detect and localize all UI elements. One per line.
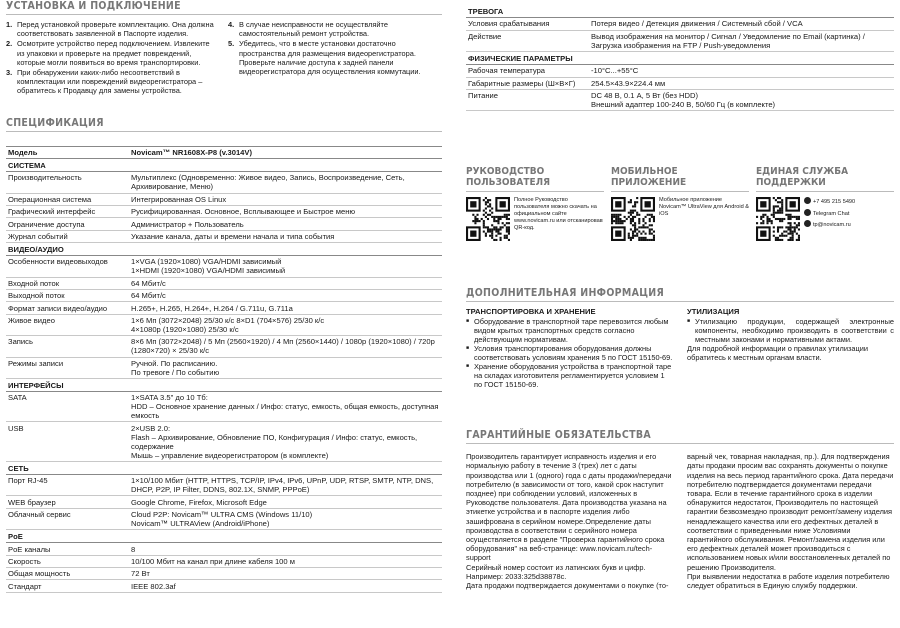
telegram-icon <box>804 209 811 216</box>
warranty-right: варный чек, товарная накладная, пр.). Для подтверждения даты продажи просим вас сохранять документы о покупке изделия на весь период гарантийного срока. Дата передачи потребителю подтверждается документами передачи товара. Если в течение гарантийного срока в изделии обнаружится недостаток, Производитель по настоящей гарантии безвозмездно производит ремонт/замену изделия ненадлежащего качества или его дефектных деталей в соответствии с приведенными ниже Условиями гарантийного обслуживания. Ремонт/замена изделия или его дефектных деталей может производиться с использованием новых и/или восстановленных деталей по решению Производителя. При выявлении недостатка в работе изделия потребителю следует обратиться в Единую службу поддержки. <box>687 452 894 591</box>
spec-key: Ограничение доступа <box>6 218 129 230</box>
spec-key: USB <box>6 422 129 461</box>
spec-key: Живое видео <box>6 314 129 335</box>
spec-value: Вывод изображения на монитор / Сигнал / Уведомление по Email (картинка) / Загрузка изображения на FTP / Push-уведомления <box>589 30 894 51</box>
email-icon <box>804 220 811 227</box>
transport-list <box>466 317 673 389</box>
manual-qr-code[interactable] <box>466 197 510 241</box>
app-block <box>611 166 749 241</box>
spec-table <box>6 146 442 593</box>
transport-item: ■ Оборудование в транспортной таре перевозится любым видом крытых транспортных средств согласно действующим нормативам. <box>466 317 673 344</box>
install-title: УСТАНОВКА И ПОДКЛЮЧЕНИЕ <box>6 0 442 15</box>
spec-row <box>6 392 442 422</box>
extra-title: ДОПОЛНИТЕЛЬНАЯ ИНФОРМАЦИЯ <box>466 287 894 302</box>
spec-key: PoE каналы <box>6 543 129 555</box>
phone[interactable]: +7 495 215 5490 <box>813 199 856 206</box>
spec-key: Журнал событий <box>6 230 129 242</box>
spec-value: 8 <box>129 543 442 555</box>
install-step <box>228 20 436 38</box>
group-label: PoE <box>6 530 442 543</box>
spec-title: СПЕЦИФИКАЦИЯ <box>6 117 442 132</box>
spec-value: 8×6 Мп (3072×2048) / 5 Мп (2560×1920) / 4 Мп (2560×1440) / 1080p (1920×1080) / 720p (1280×720) × 25/30 к/с <box>129 336 442 357</box>
spec-row <box>6 314 442 335</box>
spec-row <box>6 422 442 461</box>
spec-value: 2×USB 2.0: Flash – Архивирование, Обновление ПО, Конфигурация / Инфо: статус, емкость, содержание Мышь – управление видеорегистратором (в комплекте) <box>129 422 442 461</box>
spec-value: 1×SATA 3.5" до 10 Тб: HDD – Основное хранение данных / Инфо: статус, емкость, общая емкость, доступная емкость <box>129 392 442 422</box>
spec-value: Администратор + Пользователь <box>129 218 442 230</box>
spec-value: Потеря видео / Детекция движения / Системный сбой / VCA <box>589 18 894 30</box>
spec-row <box>6 580 442 592</box>
spec-value: IEEE 802.3af <box>129 580 442 592</box>
transport-item: ■ Условия транспортирования оборудования должны соответствовать условиям хранения 5 по ГОСТ 15150-69. <box>466 344 673 362</box>
util-text: Для подробной информации о правилах утилизации обратитесь к местным органам власти. <box>687 344 868 363</box>
group-label: ФИЗИЧЕСКИЕ ПАРАМЕТРЫ <box>466 51 894 64</box>
spec-row <box>6 475 442 496</box>
service-block <box>756 166 894 241</box>
spec-key: Режимы записи <box>6 357 129 378</box>
spec-key: Общая мощность <box>6 568 129 580</box>
step-number: 4. <box>228 20 235 29</box>
spec-value: Cloud P2P: Novicam™ ULTRA CMS (Windows 11/10) Novicam™ ULTRAView (Android/iPhone) <box>129 508 442 529</box>
spec-key: SATA <box>6 392 129 422</box>
spec-value: 1×VGA (1920×1080) VGA/HDMI зависимый 1×HDMI (1920×1080) VGA/HDMI зависимый <box>129 256 442 277</box>
step-text: При обнаружении каких-либо несоответствий в комплектации или повреждений видеорегистратора – обратитесь к Продавцу для замены устройства. <box>17 68 203 96</box>
warranty-section <box>466 452 894 590</box>
spec-value: Русифицированная. Основное, Всплывающее и Быстрое меню <box>129 205 442 217</box>
spec-key: Рабочая температура <box>466 65 589 77</box>
manual-block <box>466 166 604 241</box>
spec-key: Графический интерфейс <box>6 205 129 217</box>
spec-value: 254.5×43.9×224.4 мм <box>589 77 894 89</box>
spec-value: 1×6 Мп (3072×2048) 25/30 к/с 8×D1 (704×576) 25/30 к/с 4×1080p (1920×1080) 25/30 к/с <box>129 314 442 335</box>
install-step <box>6 39 214 67</box>
spec-row <box>466 30 894 51</box>
util-item: ■ Утилизацию продукции, содержащей электронные компоненты, необходимо производить в соответствии с местными законами и нормативными актами. <box>687 317 894 344</box>
install-list-right <box>228 20 436 97</box>
spec-group-header <box>6 530 442 543</box>
right-column <box>466 0 894 590</box>
step-number: 5. <box>228 39 235 49</box>
group-label: ИНТЕРФЕЙСЫ <box>6 378 442 391</box>
spec-key: Входной поток <box>6 277 129 289</box>
group-label: СЕТЬ <box>6 461 442 474</box>
spec-row <box>6 336 442 357</box>
util-title: УТИЛИЗАЦИЯ <box>687 307 740 317</box>
spec-key: Скорость <box>6 555 129 567</box>
spec-value: H.265+, H.265, H.264+, H.264 / G.711u, G.711a <box>129 302 442 314</box>
spec-row <box>6 543 442 555</box>
step-text: Перед установкой проверьте комплектацию. Она должна соответствовать заявленной в Паспорте изделия. <box>17 20 214 39</box>
group-label: ВИДЕО/АУДИО <box>6 243 442 256</box>
step-number: 2. <box>6 39 13 49</box>
spec-key: Особенности видеовыходов <box>6 256 129 277</box>
spec-key: Питание <box>466 89 589 110</box>
spec-value: 64 Мбит/с <box>129 277 442 289</box>
service-title: ЕДИНАЯ СЛУЖБА ПОДДЕРЖКИ <box>756 166 894 192</box>
spec-key: Облачный сервис <box>6 508 129 529</box>
spec-value: Google Chrome, Firefox, Microsoft Edge <box>129 496 442 508</box>
step-number: 3. <box>6 68 13 78</box>
spec-group-header <box>6 461 442 474</box>
spec-row <box>6 205 442 217</box>
spec-row <box>6 357 442 378</box>
spec-key: Запись <box>6 336 129 357</box>
spec-row <box>6 496 442 508</box>
spec-row <box>6 508 442 529</box>
spec-group-header <box>6 159 442 172</box>
group-label: ТРЕВОГА <box>466 5 894 18</box>
model-label: Модель <box>6 146 129 158</box>
warranty-left: Производитель гарантирует исправность изделия и его нормальную работу в течение 3 (трех) лет с даты производства или 1 (одного) года с даты продажи/передачи потребителю (в зависимости от того, какой срок наступит позднее) при соблюдении условий, изложенных в Руководстве пользователя. Дата производства указана на этикетке устройства и в паспорте изделия либо зашифрована в серийном номере.Определение даты производства в соответствии с серийного номера осуществляется в разделе "Проверка гарантийного срока оборудования" на веб-странице: www.novicam.ru/tech-support Серийный номер состоит из латинских букв и цифр. Например: 2033:325d38878c. Дата продажи подтверждается документами о покупке (то- <box>466 452 672 591</box>
spec-value: -10°C...+55°C <box>589 65 894 77</box>
install-list-left <box>6 20 214 97</box>
spec-value: DC 48 В, 0.1 А, 5 Вт (без HDD) Внешний адаптер 100-240 В, 50/60 Гц (в комплекте) <box>589 89 894 110</box>
install-step <box>6 20 214 38</box>
spec-key: Формат записи видео/аудио <box>6 302 129 314</box>
extra-section <box>466 307 894 389</box>
spec-key: WEB браузер <box>6 496 129 508</box>
spec-row <box>466 89 894 110</box>
spec-key: Габаритные размеры (Ш×В×Г) <box>466 77 589 89</box>
spec-value: Мультиплекс (Одновременно: Живое видео, Запись, Воспроизведение, Сеть, Архивирование, Меню) <box>129 172 442 193</box>
app-title: МОБИЛЬНОЕ ПРИЛОЖЕНИЕ <box>611 166 749 192</box>
spec-row <box>6 555 442 567</box>
group-label: СИСТЕМА <box>6 159 442 172</box>
left-column <box>6 0 442 593</box>
spec-group-header <box>6 378 442 391</box>
spec-row <box>466 77 894 89</box>
spec-key: Условия срабатывания <box>466 18 589 30</box>
spec-row <box>6 172 442 193</box>
spec-row <box>6 290 442 302</box>
spec-row <box>6 256 442 277</box>
telegram-link[interactable]: Telegram Chat <box>813 210 850 217</box>
spec-row <box>6 568 442 580</box>
spec-value: 72 Вт <box>129 568 442 580</box>
spec-key: Выходной поток <box>6 290 129 302</box>
spec-value: Интегрированная OS Linux <box>129 193 442 205</box>
spec-group-header <box>6 243 442 256</box>
spec-value: Ручной. По расписанию. По тревоге / По событию <box>129 357 442 378</box>
spec-key: Порт RJ-45 <box>6 475 129 496</box>
email-link[interactable]: tp@novicam.ru <box>813 222 851 229</box>
spec-row <box>466 18 894 30</box>
warranty-title: ГАРАНТИЙНЫЕ ОБЯЗАТЕЛЬСТВА <box>466 429 894 444</box>
step-number: 1. <box>6 20 13 29</box>
spec-value: 64 Мбит/с <box>129 290 442 302</box>
spec-group-header <box>466 51 894 64</box>
transport-title: ТРАНСПОРТИРОВКА И ХРАНЕНИЕ <box>466 307 596 317</box>
manual-title: РУКОВОДСТВО ПОЛЬЗОВАТЕЛЯ <box>466 166 604 192</box>
install-step <box>6 68 214 96</box>
step-text: В случае неисправности не осуществляйте самостоятельный ремонт устройства. <box>239 20 388 39</box>
model-row <box>6 146 442 158</box>
spec-value: 1×10/100 Мбит (HTTP, HTTPS, TCP/IP, IPv4, IPv6, UPnP, UDP, RTSP, SMTP, NTP, DNS, DHCP, P2P, IP Filter, DDNS, 802.1X, SNMP, PPPoE) <box>129 475 442 496</box>
app-qr-code[interactable] <box>611 197 655 241</box>
spec-group-header <box>466 5 894 18</box>
spec-value: 10/100 Мбит на канал при длине кабеля 100 м <box>129 555 442 567</box>
manual-text: Полное Руководство пользователя можно скачать на официальном сайте www.novicam.ru или отсканировав QR-код. <box>514 197 603 232</box>
spec-value: Указание канала, даты и времени начала и типа события <box>129 230 442 242</box>
transport-item: ■ Хранение оборудования устройства в транспортной таре на складах изготовителя регламентируется условием 1 по ГОСТ 15150-69. <box>466 362 673 389</box>
phone-icon <box>804 197 811 204</box>
spec-key: Операционная система <box>6 193 129 205</box>
spec-row <box>6 193 442 205</box>
install-list <box>6 20 442 97</box>
spec-key: Действие <box>466 30 589 51</box>
spec-key: Производительность <box>6 172 129 193</box>
spec-row <box>466 65 894 77</box>
app-text: Мобильное приложение Novicam™ UltraView для Android & iOS <box>659 197 749 218</box>
step-text: Осмотрите устройство перед подключением. Извлеките из упаковки и проверьте на предмет повреждений, которые могли появиться во время транспортировки. <box>17 39 210 67</box>
alarm-table <box>466 5 894 111</box>
spec-key: Стандарт <box>6 580 129 592</box>
spec-row <box>6 230 442 242</box>
spec-row <box>6 302 442 314</box>
install-step <box>228 39 436 76</box>
model-value: Novicam™ NR1608X-P8 (v.3014V) <box>129 146 442 158</box>
spec-row <box>6 218 442 230</box>
support-section <box>466 166 894 241</box>
service-qr-code[interactable] <box>756 197 800 241</box>
spec-row <box>6 277 442 289</box>
step-text: Убедитесь, что в месте установки достаточно пространства для размещения видеорегистратора. Проверьте наличие доступа к задней панели видеорегистратора для осуществления коммутации. <box>239 39 421 77</box>
